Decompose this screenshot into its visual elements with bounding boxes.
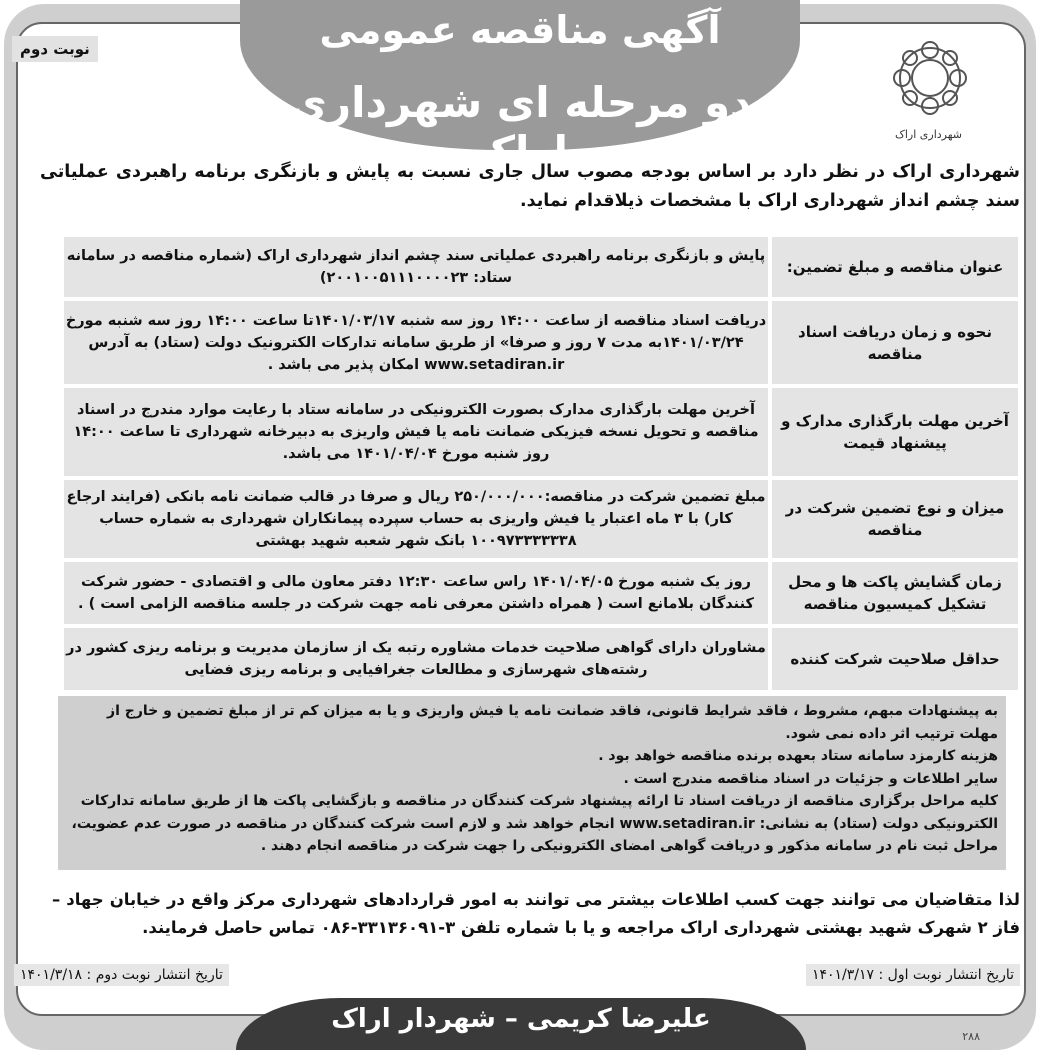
second-publish-date: تاریخ انتشار نوبت دوم : ۱۴۰۱/۳/۱۸ <box>14 964 229 986</box>
title-line1: آگهی مناقصه عمومی <box>319 8 721 52</box>
intro-text: شهرداری اراک در نظر دارد بر اساس بودجه مصوب سال جاری نسبت به پایش و بازنگری برنامه راهبردی عملیاتی سند چشم انداز شهرداری اراک با مشخصات ذیلاقدام نماید. <box>40 162 1020 211</box>
page-code: ۲۸۸ <box>962 1030 980 1043</box>
row-label: حداقل صلاحیت شرکت کننده <box>772 628 1018 690</box>
row-label: آخرین مهلت بارگذاری مدارک و پیشنهاد قیمت <box>772 388 1018 476</box>
note: کلیه مراحل برگزاری مناقصه از دریافت اسناد تا ارائه پیشنهاد شرکت کنندگان در مناقصه و بازگشایی پاکت ها از طریق سامانه تدارکات الکترونیکی دولت (ستاد) به نشانی: www.setadiran.ir انجام خواهد شد و لازم است شرکت کنندگان در مناقصه در صورت عدم عضویت، مراحل ثبت نام در سامانه مذکور و دریافت گواهی امضای الکترونیکی را جهت شرکت در مناقصه انجام دهند . <box>71 793 998 854</box>
row-value: روز یک شنبه مورخ ۱۴۰۱/۰۴/۰۵ راس ساعت ۱۲:۳۰ دفتر معاون مالی و اقتصادی - حضور شرکت کنندگان بلامانع است ( همراه داشتن معرفی نامه جهت شرکت در جلسه مناقصه الزامی است ) . <box>64 562 768 624</box>
contact-text: لذا متقاضیان می توانند جهت کسب اطلاعات بیشتر می توانند به امور قراردادهای شهرداری مرکز واقع در خیابان جهاد –فاز ۲ شهرک شهید بهشتی شهرداری اراک مراجعه و یا با شماره تلفن ۳-۳۳۱۳۶۰۹۱-۰۸۶ تماس حاصل فرمایند. <box>52 890 1020 937</box>
municipality-logo-icon <box>890 38 970 118</box>
table-row <box>64 562 1018 624</box>
notes-box <box>58 696 1006 870</box>
row-value: مبلغ تضمین شرکت در مناقصه:۲۵۰/۰۰۰/۰۰۰ ریال و صرفا در قالب ضمانت نامه بانکی (فرایند ارجاع کار) با ۳ ماه اعتبار یا فیش واریزی به حساب سپرده پیمانکاران شهرداری به شماره حساب ۱۰۰۹۷۳۳۳۳۳۳۸ بانک شهر شعبه شهید بهشتی <box>64 480 768 558</box>
logo-caption: شهرداری اراک <box>895 128 962 141</box>
title-line2: دو مرحله ای شهرداری اراک <box>288 78 752 176</box>
table-row <box>64 628 1018 690</box>
signature: علیرضا کریمی – شهردار اراک <box>331 1004 711 1034</box>
row-label: میزان و نوع تضمین شرکت در مناقصه <box>772 480 1018 558</box>
table-row <box>64 301 1018 384</box>
row-value: آخرین مهلت بارگذاری مدارک بصورت الکترونیکی در سامانه ستاد با رعایت موارد مندرج در اسناد مناقصه و تحویل نسخه فیزیکی ضمانت نامه یا فیش واریزی به دبیرخانه شهرداری تا ساعت ۱۴:۰۰ روز شنبه مورخ ۱۴۰۱/۰۴/۰۴ می باشد. <box>64 388 768 476</box>
row-label: نحوه و زمان دریافت اسناد مناقصه <box>772 301 1018 384</box>
table-row <box>64 237 1018 297</box>
table-row <box>64 480 1018 558</box>
row-value: مشاوران دارای گواهی صلاحیت خدمات مشاوره رتبه یک از سازمان مدیریت و برنامه ریزی کشور در رشته‌های شهرسازی و مطالعات جغرافیایی و برنامه ریزی فضایی <box>64 628 768 690</box>
round-badge: نوبت دوم <box>12 36 98 62</box>
row-label: عنوان مناقصه و مبلغ تضمین: <box>772 237 1018 297</box>
row-value: پایش و بازنگری برنامه راهبردی عملیاتی سند چشم انداز شهرداری اراک (شماره مناقصه در سامانه ستاد: ۲۰۰۱۰۰۵۱۱۱۰۰۰۰۲۳) <box>64 237 768 297</box>
tender-details-table <box>60 233 1022 694</box>
table-row <box>64 388 1018 476</box>
row-label: زمان گشایش پاکت ها و محل تشکیل کمیسیون مناقصه <box>772 562 1018 624</box>
note: سایر اطلاعات و جزئیات در اسناد مناقصه مندرج است . <box>623 770 998 787</box>
first-publish-date: تاریخ انتشار نوبت اول : ۱۴۰۱/۳/۱۷ <box>806 964 1020 986</box>
note: هزینه کارمزد سامانه ستاد بعهده برنده مناقصه خواهد بود . <box>598 748 998 764</box>
row-value: دریافت اسناد مناقصه از ساعت ۱۴:۰۰ روز سه شنبه ۱۴۰۱/۰۳/۱۷تا ساعت ۱۴:۰۰ روز سه شنبه مورخ ۱۴۰۱/۰۳/۲۴به مدت ۷ روز و صرفا» از طریق سامانه تدارکات الکترونیک دولت (ستاد) به آدرس www.setadiran.ir امکان پذیر می باشد . <box>64 301 768 384</box>
note: به پیشنهادات مبهم، مشروط ، فاقد شرایط قانونی، فاقد ضمانت نامه یا فیش واریزی و یا به میزان کم تر از مبلغ تضمین و خارج از مهلت ترتیب اثر داده نمی شود. <box>107 703 998 742</box>
